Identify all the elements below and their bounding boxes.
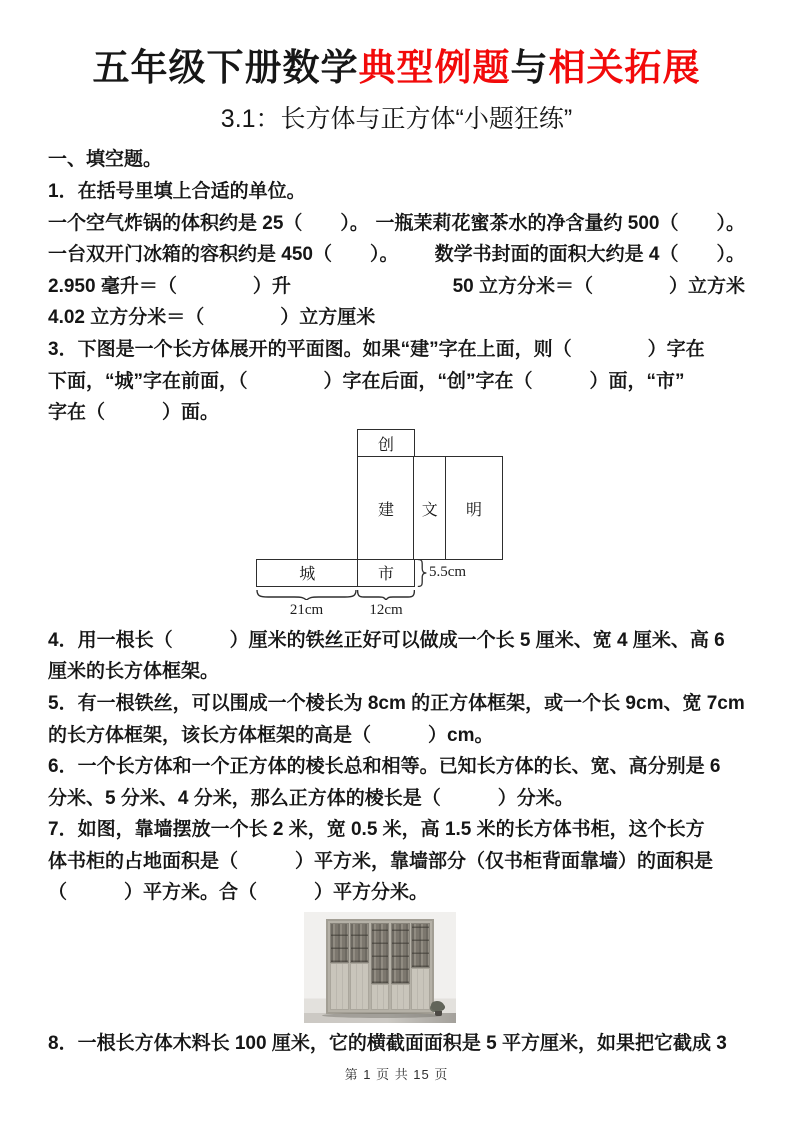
q1-line2-right: 一瓶茉莉花蜜茶水的净含量约 500（ ）。 [375, 212, 745, 234]
q6-line1: 6．一个长方体和一个正方体的棱长总和相等。已知长方体的长、宽、高分别是 6 [48, 756, 721, 778]
title-segment-red-2: 相关拓展 [548, 47, 701, 88]
bookcase-photo [304, 912, 456, 1023]
bookcase-cabinet [326, 919, 434, 1014]
underbrace-21cm [256, 590, 357, 600]
q3-line3: 字在（ ）面。 [48, 402, 220, 424]
q1-line3-left: 一台双开门冰箱的容积约是 450（ ）。 [48, 244, 399, 266]
title-segment-red-1: 典型例题 [358, 47, 511, 88]
net-face-bottom-left: 城 [256, 559, 359, 587]
net-face-right-outer: 明 [445, 456, 503, 560]
q7-line1: 7．如图，靠墙摆放一个长 2 米，宽 0.5 米，高 1.5 米的长方体书柜，这个长方 [48, 819, 705, 841]
bookcase-door [391, 923, 410, 1010]
q2-line1-left: 2.950 毫升＝（ ）升 [48, 275, 291, 297]
q2-line1 [48, 271, 745, 303]
q3-line2: 下面，“城”字在前面，（ ）字在后面，“创”字在（ ）面，“市” [48, 370, 685, 392]
worksheet-body [0, 144, 793, 1059]
net-face-middle: 建 [357, 456, 415, 560]
q1-line3 [48, 239, 745, 271]
dim-label-21cm: 21cm [289, 601, 324, 618]
section-subtitle: 3.1：长方体与正方体“小题狂练” [220, 105, 573, 134]
underbrace-12cm [357, 590, 415, 600]
bookcase-glass [411, 923, 430, 968]
bookcase-door [411, 923, 430, 1010]
bookcase-glass [330, 923, 349, 963]
section-heading: 一、填空题。 [48, 149, 163, 171]
q2-line1-right: 50 立方分米＝（ ）立方米 [452, 275, 745, 297]
q1-line3-right: 数学书封面的面积大约是 4（ ）。 [434, 244, 745, 266]
bookcase-panel [371, 984, 390, 1010]
bookcase-panel [391, 984, 410, 1010]
bookcase-glass [371, 923, 390, 984]
q5-line1: 5．有一根铁丝，可以围成一个棱长为 8cm 的正方体框架，或一个长 9cm、宽 7cm [48, 692, 745, 714]
q8-line1: 8．一根长方体木料长 100 厘米，它的横截面面积是 5 平方厘米，如果把它截成 3 [48, 1033, 727, 1055]
net-face-right-inner: 文 [413, 456, 447, 560]
bookcase-panel [350, 963, 369, 1010]
q4-line1: 4．用一根长（ ）厘米的铁丝正好可以做成一个长 5 厘米、宽 4 厘米、高 6 [48, 629, 725, 651]
q2-line2: 4.02 立方分米＝（ ）立方厘米 [48, 307, 376, 329]
bookcase-door [330, 923, 349, 1010]
title-segment-black-1: 五年级下册数学 [92, 47, 359, 88]
bookcase-door [371, 923, 390, 1010]
plant-pot [435, 1011, 442, 1016]
bookcase-panel [411, 968, 430, 1010]
q1-stem: 1．在括号里填上合适的单位。 [48, 180, 306, 202]
q4-line2: 厘米的长方体框架。 [48, 661, 220, 683]
q7-line2: 体书柜的占地面积是（ ）平方米，靠墙部分（仅书柜背面靠墙）的面积是 [48, 850, 714, 872]
plant-decoration [431, 1001, 445, 1017]
sidebrace-5-5cm [417, 559, 427, 587]
title-segment-black-2: 与 [510, 47, 549, 88]
q7-line3: （ ）平方米。合（ ）平方分米。 [48, 882, 429, 904]
net-face-bottom-mid: 市 [357, 559, 415, 587]
q1-line2 [48, 208, 745, 240]
dim-label-12cm: 12cm [369, 601, 403, 618]
bookcase-glass [391, 923, 410, 984]
box-net-diagram [48, 429, 745, 625]
q3-line1: 3．下图是一个长方体展开的平面图。如果“建”字在上面，则（ ）字在 [48, 338, 705, 360]
page-title [0, 46, 793, 90]
bookcase-glass [350, 923, 369, 963]
page-number-footer: 第 1 页 共 15 页 [344, 1067, 449, 1082]
net-face-top: 创 [357, 429, 415, 458]
bookcase-door [350, 923, 369, 1010]
q6-line2: 分米、5 分米、4 分米，那么正方体的棱长是（ ）分米。 [48, 787, 574, 809]
plant-leaves [431, 1001, 444, 1011]
q1-line2-left: 一个空气炸锅的体积约是 25（ ）。 [48, 212, 369, 234]
bookcase-panel [330, 963, 349, 1010]
q5-line2: 的长方体框架，该长方体框架的高是（ ）cm。 [48, 724, 494, 746]
dim-label-5-5cm: 5.5cm [429, 563, 467, 580]
